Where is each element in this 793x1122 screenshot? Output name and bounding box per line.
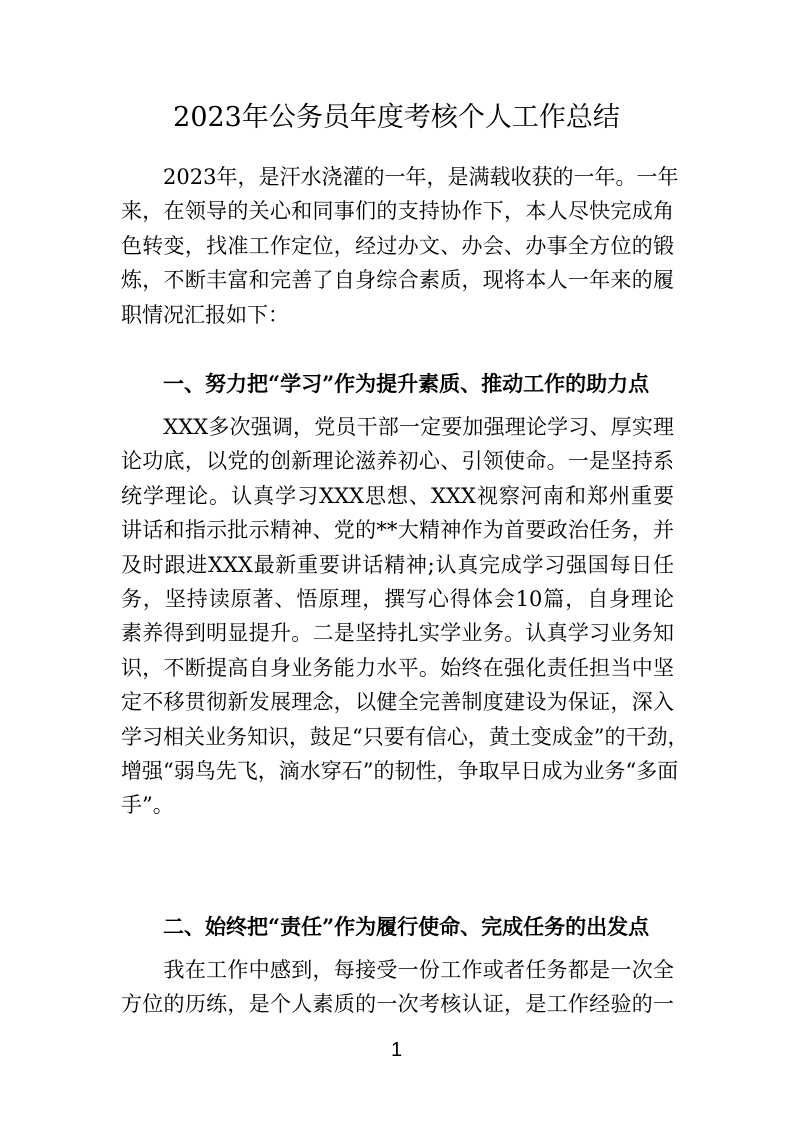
section-2-heading-block	[121, 910, 674, 944]
intro-line: 色转变，找准工作定位，经过办文、办会、办事全方位的锻	[121, 233, 674, 258]
section-1-line: 学习相关业务知识，鼓足“只要有信心，黄土变成金”的干劲，	[121, 724, 689, 749]
document-title: 2023年公务员年度考核个人工作总结	[173, 102, 620, 133]
section-1-line: 增强“弱鸟先飞，滴水穿石”的韧性，争取早日成为业务“多面	[121, 759, 679, 784]
section-1-line: 及时跟进XXX最新重要讲话精神;认真完成学习强国每日任	[121, 552, 674, 577]
section-1-line: 论功底，以党的创新理论滋养初心、引领使命。一是坚持系	[121, 449, 674, 474]
section-1-heading-block	[121, 367, 674, 401]
section-1-paragraph	[121, 410, 689, 823]
intro-line: 来，在领导的关心和同事们的支持协作下，本人尽快完成角	[121, 199, 674, 224]
section-2-paragraph	[121, 953, 674, 1022]
intro-line: 职情况汇报如下：	[121, 302, 289, 327]
section-1-heading: 一、努力把“学习”作为提升素质、推动工作的助力点	[163, 371, 650, 396]
section-1-line: XXX多次强调，党员干部一定要加强理论学习、厚实理	[121, 415, 674, 439]
intro-paragraph	[121, 160, 679, 332]
section-2-heading: 二、始终把“责任”作为履行使命、完成任务的出发点	[163, 914, 650, 939]
intro-line: 炼，不断丰富和完善了自身综合素质，现将本人一年来的履	[121, 268, 674, 293]
section-1-line: 讲话和指示批示精神、党的**大精神作为首要政治任务，并	[121, 518, 674, 543]
section-2-line: 我在工作中感到，每接受一份工作或者任务都是一次全	[121, 958, 674, 982]
intro-line: 2023年，是汗水浇灌的一年，是满载收获的一年。一年	[121, 165, 679, 189]
page-number: 1	[390, 1039, 403, 1061]
section-1-line: 务，坚持读原著、悟原理，撰写心得体会10篇，自身理论	[121, 587, 674, 612]
section-2-line: 方位的历练，是个人素质的一次考核认证，是工作经验的一	[121, 992, 674, 1017]
section-1-line: 统学理论。认真学习XXX思想、XXX视察河南和郑州重要	[121, 483, 674, 508]
section-1-line: 素养得到明显提升。二是坚持扎实学业务。认真学习业务知	[121, 621, 674, 646]
section-1-line: 定不移贯彻新发展理念，以健全完善制度建设为保证，深入	[121, 690, 674, 715]
section-1-line: 手”。	[121, 793, 174, 818]
section-1-line: 识，不断提高自身业务能力水平。始终在强化责任担当中坚	[121, 655, 674, 680]
